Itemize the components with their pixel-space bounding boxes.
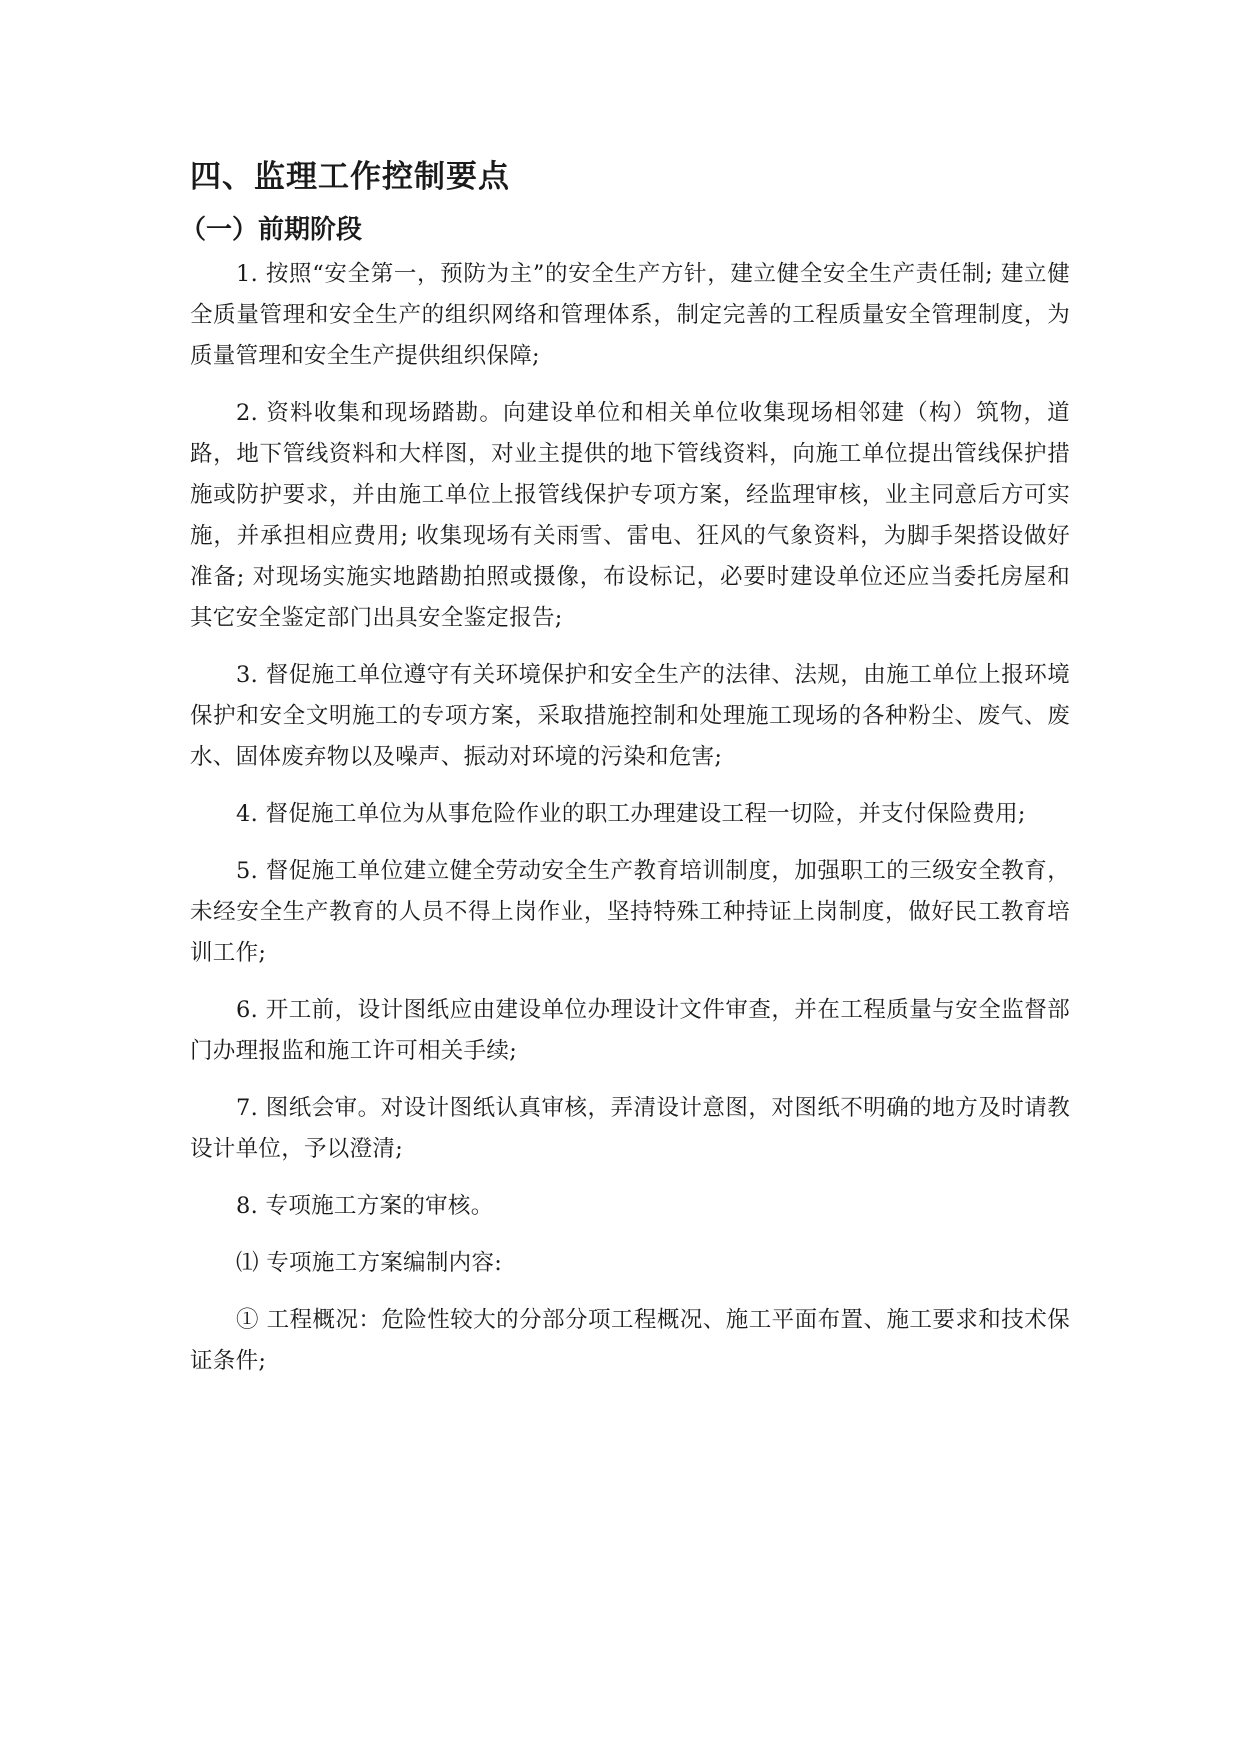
paragraph-5: 5. 督促施工单位建立健全劳动安全生产教育培训制度，加强职工的三级安全教育，未经安全生产教育的人员不得上岗作业，坚持特殊工种持证上岗制度，做好民工教育培训工作; (190, 858, 1070, 966)
section-heading: 四、监理工作控制要点 (190, 159, 510, 195)
paragraph-8: 8. 专项施工方案的审核。 (236, 1193, 494, 1219)
paragraph-8-1: ⑴ 专项施工方案编制内容: (236, 1250, 503, 1276)
subsection-heading: （一）前期阶段 (180, 215, 363, 245)
document-page (180, 150, 1070, 1398)
paragraph-1: 1. 按照“安全第一，预防为主”的安全生产方针，建立健全安全生产责任制; 建立健全质量管理和安全生产的组织网络和管理体系，制定完善的工程质量安全管理制度，为质量管理和安全生产提供组织保障; (190, 261, 1070, 369)
paragraph-2: 2. 资料收集和现场踏勘。向建设单位和相关单位收集现场相邻建（构）筑物，道路，地下管线资料和大样图，对业主提供的地下管线资料，向施工单位提出管线保护措施或防护要求，并由施工单位上报管线保护专项方案，经监理审核，业主同意后方可实施，并承担相应费用; 收集现场有关雨雪、雷电、狂风的气象资料，为脚手架搭设做好准备; 对现场实施实地踏勘拍照或摄像，布设标记，必要时建设单位还应当委托房屋和其它安全鉴定部门出具安全鉴定报告; (190, 400, 1070, 631)
paragraph-7: 7. 图纸会审。对设计图纸认真审核，弄清设计意图，对图纸不明确的地方及时请教设计单位，予以澄清; (190, 1095, 1070, 1162)
paragraph-8-1-1: ① 工程概况：危险性较大的分部分项工程概况、施工平面布置、施工要求和技术保证条件; (190, 1307, 1070, 1374)
paragraph-6: 6. 开工前，设计图纸应由建设单位办理设计文件审查，并在工程质量与安全监督部门办理报监和施工许可相关手续; (190, 997, 1070, 1064)
paragraph-4: 4. 督促施工单位为从事危险作业的职工办理建设工程一切险，并支付保险费用; (236, 801, 1026, 827)
paragraph-3: 3. 督促施工单位遵守有关环境保护和安全生产的法律、法规，由施工单位上报环境保护和安全文明施工的专项方案，采取措施控制和处理施工现场的各种粉尘、废气、废水、固体废弃物以及噪声、振动对环境的污染和危害; (190, 662, 1070, 770)
